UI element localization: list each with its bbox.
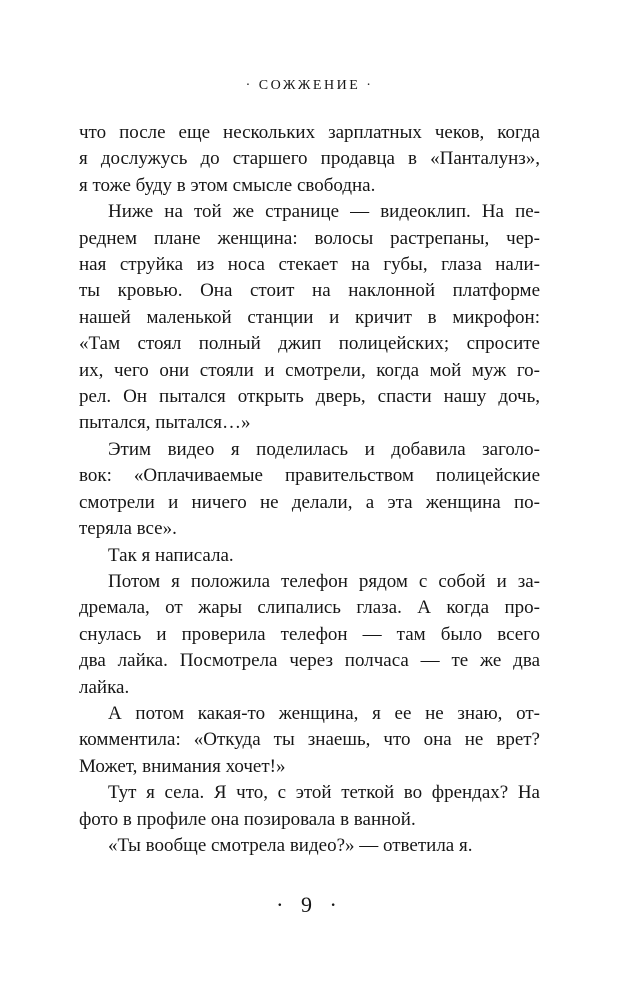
paragraph: [79, 701, 540, 780]
text-line: снулась и проверила телефон — там было всего: [79, 623, 540, 645]
text-line: фото в профиле она позировала в ванной.: [79, 808, 416, 830]
paragraph: [79, 199, 540, 437]
running-header: [0, 78, 619, 94]
paragraph: [79, 543, 540, 569]
text-line: лайка.: [79, 676, 130, 698]
text-line: нашей маленькой станции и кричит в микрофон:: [79, 306, 540, 328]
text-line: А потом какая-то женщина, я ее не знаю, от-: [108, 702, 540, 724]
text-line: Так я написала.: [108, 544, 234, 566]
paragraph: [79, 833, 540, 859]
text-line: комментила: «Откуда ты знаешь, что она не врет?: [79, 729, 540, 751]
paragraph: [79, 437, 540, 543]
chapter-title: · СОЖЖЕНИЕ ·: [245, 78, 374, 93]
text-line: рел. Он пытался открыть дверь, спасти нашу дочь,: [79, 386, 540, 408]
text-line: дремала, от жары слипались глаза. А когда про-: [79, 597, 540, 619]
page-number: · 9 ·: [276, 892, 343, 917]
text-line: смотрели и ничего не делали, а эта женщина по-: [79, 491, 540, 513]
text-line: ная струйка из носа стекает на губы, глаза нали-: [79, 254, 540, 276]
text-line: Может, внимания хочет!»: [79, 755, 286, 777]
text-line: реднем плане женщина: волосы растрепаны, чер-: [79, 227, 540, 249]
text-block: [79, 120, 540, 859]
page-footer: [0, 892, 619, 918]
text-line: «Ты вообще смотрела видео?» — ответила я.: [108, 834, 473, 856]
text-line: их, чего они стояли и смотрели, когда мой муж го-: [79, 359, 540, 381]
text-line: теряла все».: [79, 518, 177, 540]
text-line: «Там стоял полный джип полицейских; спросите: [79, 333, 540, 355]
text-line: вок: «Оплачиваемые правительством полицейские: [79, 465, 540, 487]
text-line: я дослужусь до старшего продавца в «Панталунз»,: [79, 148, 540, 170]
text-line: Ниже на той же странице — видеоклип. На пе-: [108, 201, 540, 223]
text-line: ты кровью. Она стоит на наклонной платформе: [79, 280, 540, 302]
text-line: Этим видео я поделилась и добавила заголо-: [108, 438, 540, 460]
text-line: я тоже буду в этом смысле свободна.: [79, 174, 376, 196]
text-line: Потом я положила телефон рядом с собой и за-: [108, 570, 540, 592]
text-line: Тут я села. Я что, с этой теткой во френдах? На: [108, 782, 540, 804]
paragraph: [79, 780, 540, 833]
text-line: что после еще нескольких зарплатных чеков, когда: [79, 122, 540, 143]
paragraph: [79, 120, 540, 199]
text-line: пытался, пытался…»: [79, 412, 251, 434]
text-line: два лайка. Посмотрела через полчаса — те же два: [79, 650, 540, 672]
paragraph: [79, 569, 540, 701]
